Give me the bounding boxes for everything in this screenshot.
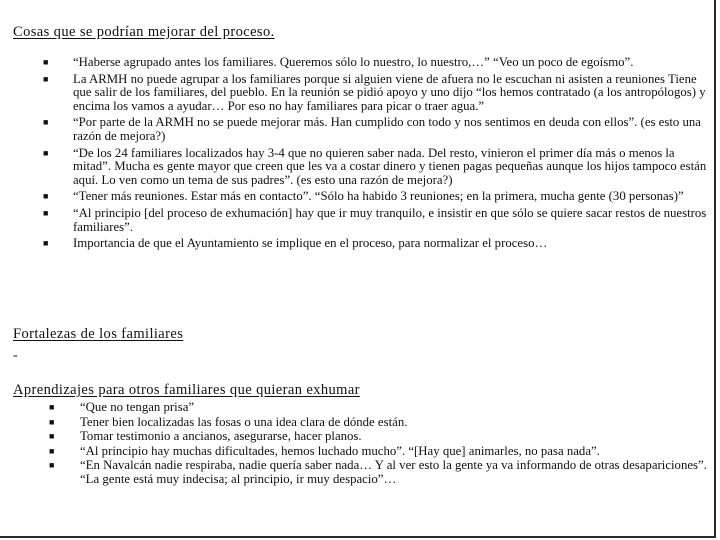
bullet-icon: ■ [43, 191, 49, 202]
section-heading-lessons: Aprendizajes para otros familiares que quieran exhumar [13, 382, 360, 398]
list-item-text: “En Navalcán nadie respiraba, nadie quería saber nada… Y al ver esto la gente ya va informando de otras desapariciones”. “La gente está muy indecisa; al principio, ir muy despacio”… [80, 458, 707, 486]
bullet-icon: ■ [49, 460, 55, 471]
bullet-icon: ■ [43, 73, 49, 84]
bullet-icon: ■ [43, 238, 49, 249]
list-item-text: “Por parte de la ARMH no se puede mejorar más. Han cumplido con todo y nos sentimos en deuda con ellos”. (es esto una razón de mejora?) [73, 115, 701, 143]
list-item [43, 236, 713, 251]
list-item-text: “Tener más reuniones. Estar más en contacto”. “Sólo ha habido 3 reuniones; en la primera, mucha gente (30 personas)” [73, 189, 684, 204]
bullet-icon: ■ [43, 207, 49, 218]
bullet-icon: ■ [43, 117, 49, 128]
list-item-text: “De los 24 familiares localizados hay 3-4 que no quieren saber nada. Del resto, vinieron el primer día más o menos la mitad”. Mucha es gente mayor que creen que les va a costar dinero y tienen pagas pequeñas aunque los hijos tampoco están aquí. Lo ven como un tema de sus padres”. (es esto una razón de mejora?) [73, 145, 707, 187]
list-item-text: Tener bien localizadas las fosas o una idea clara de dónde están. [80, 414, 408, 429]
list-item-text: Tomar testimonio a ancianos, asegurarse, hacer planos. [80, 429, 362, 444]
list-item [49, 414, 710, 430]
lessons-list [49, 400, 710, 488]
list-item [49, 400, 710, 415]
bullet-icon: ■ [49, 445, 55, 456]
list-item [43, 55, 713, 70]
improvements-list [43, 55, 713, 254]
bullet-icon: ■ [49, 416, 55, 427]
list-item [43, 189, 713, 204]
list-item [43, 71, 713, 114]
bullet-icon: ■ [43, 147, 49, 158]
list-item [49, 458, 710, 486]
list-item [43, 205, 713, 234]
bullet-icon: ■ [49, 402, 55, 412]
list-item [49, 429, 710, 444]
bullet-icon: ■ [49, 431, 55, 442]
list-item-text: “Al principio [del proceso de exhumación] hay que ir muy tranquilo, e insistir en que sólo se quiere sacar restos de nuestros familiares”. [73, 205, 707, 234]
list-item-text: Importancia de que el Ayuntamiento se implique en el proceso, para normalizar el proceso… [73, 236, 548, 251]
list-item [43, 145, 713, 188]
list-item-text: La ARMH no puede agrupar a los familiares porque si alguien viene de afuera no le escuchan ni asisten a reuniones Tiene que salir de los familiares, del pueblo. En la reunión se pidió apoyo y uno dijo “los hemos contratado (a los antropólogos) y encima los vamos a ayudar… Por eso no hay familiares para picar o traer agua.” [73, 71, 706, 113]
list-item-text: “Al principio hay muchas dificultades, hemos luchado mucho”. “[Hay que] animarles, no pasa nada”. [80, 443, 600, 458]
section-heading-improvements: Cosas que se podrían mejorar del proceso. [13, 24, 275, 40]
list-item [43, 115, 713, 143]
list-item [49, 443, 710, 459]
section-heading-strengths: Fortalezas de los familiares [13, 326, 184, 342]
strengths-placeholder: - [13, 348, 18, 363]
list-item-text: “Que no tengan prisa” [80, 400, 195, 414]
list-item-text: “Haberse agrupado antes los familiares. Queremos sólo lo nuestro, lo nuestro,…” “Veo un poco de egoísmo”. [73, 55, 634, 69]
bullet-icon: ■ [43, 57, 49, 67]
